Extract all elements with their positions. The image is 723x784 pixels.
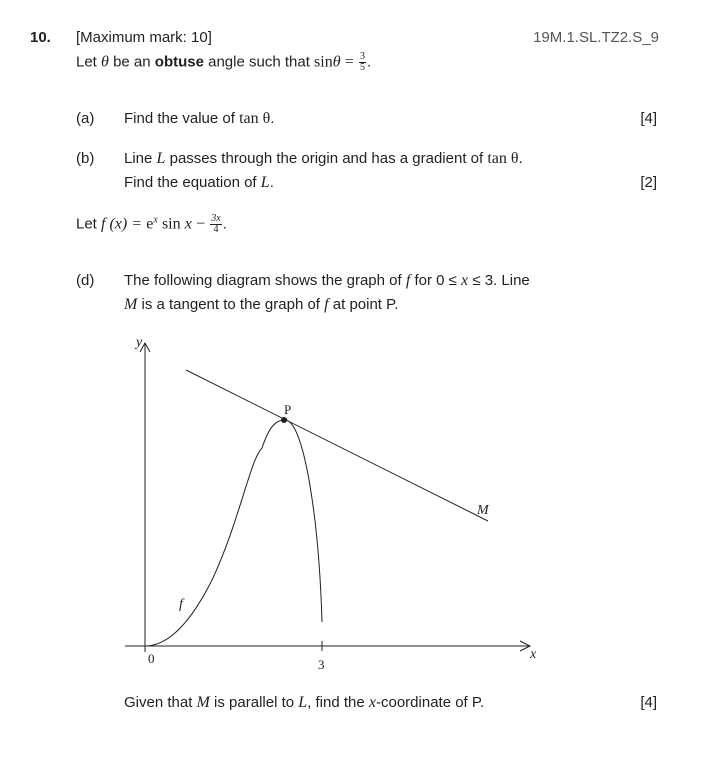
part-d-final-comma: , find the — [307, 694, 365, 711]
curve-label-f: f — [179, 597, 183, 612]
part-d-final-L: L — [298, 694, 308, 711]
part-d-line2-mid: is a tangent to the graph of — [141, 296, 320, 313]
part-d-line1-range: ≤ 3. Line — [472, 272, 530, 289]
f-def-frac-den: 4 — [213, 224, 219, 235]
max-mark: [Maximum mark: 10] — [76, 29, 212, 46]
f-def-minus: − — [196, 215, 206, 233]
f-def-sin: sin — [161, 215, 181, 233]
part-b-marks: [2] — [640, 174, 657, 191]
part-d-line1-x: x — [461, 272, 469, 289]
intro-eq: = — [344, 53, 354, 71]
part-d-line2-M: M — [124, 296, 138, 313]
part-b-line1-end: . — [518, 150, 523, 167]
intro-pre: Let — [76, 53, 97, 71]
part-b-line2-pre: Find the equation of — [124, 174, 257, 191]
question-code: 19M.1.SL.TZ2.S_9 — [533, 29, 659, 46]
intro-obtuse: obtuse — [154, 53, 204, 71]
part-d-final-x: x — [368, 694, 376, 711]
y-axis-label: y — [136, 335, 143, 350]
part-d-final — [124, 694, 484, 712]
question-number: 10. — [30, 29, 51, 46]
origin-label: 0 — [148, 651, 155, 666]
f-def-frac-num: 3x — [211, 213, 221, 224]
tangent-line-M — [186, 370, 488, 521]
part-b-line1-post: passes through the origin and has a gradient of — [169, 150, 484, 167]
part-b-line2-L: L — [260, 174, 270, 191]
part-b-line1-pre: Line — [124, 150, 153, 167]
part-d-final-M: M — [196, 694, 210, 711]
part-a-label: (a) — [76, 110, 95, 127]
part-d-line1-pre: The following diagram shows the graph of — [124, 272, 402, 289]
part-b-line1-math: tan θ — [487, 150, 519, 167]
part-b-line2-end: . — [269, 174, 274, 191]
intro-theta: θ — [101, 53, 109, 71]
part-d-marks: [4] — [640, 694, 657, 711]
part-d-line1-for: for 0 ≤ — [414, 272, 457, 289]
part-a-period: . — [270, 110, 275, 127]
intro-sin: sin — [314, 53, 333, 71]
part-a-prompt: Find the value of — [124, 110, 235, 127]
part-a-marks: [4] — [640, 110, 657, 127]
part-d-final-pre: Given that — [124, 694, 193, 711]
f-def-exp: x — [153, 214, 158, 226]
f-def-lhs: f (x) = — [101, 215, 143, 233]
curve-f — [145, 420, 322, 646]
f-def-x: x — [184, 215, 192, 233]
intro-be-an: be an — [113, 53, 151, 71]
intro-frac-num: 3 — [359, 51, 365, 62]
part-d-final-end: -coordinate of P. — [376, 694, 485, 711]
intro-period: . — [366, 53, 372, 71]
intro-post: angle such that — [208, 53, 310, 71]
point-P — [281, 417, 287, 423]
part-a-math: tan θ — [239, 110, 271, 127]
f-def-e: e — [146, 215, 154, 233]
part-d-line2-f: f — [324, 296, 329, 313]
part-d-label: (d) — [76, 272, 95, 289]
part-b-label: (b) — [76, 150, 95, 167]
point-label-P: P — [284, 402, 292, 417]
f-def-period: . — [222, 215, 227, 233]
f-def-pre: Let — [76, 215, 97, 233]
x-tick-label-3: 3 — [318, 657, 325, 672]
part-d-final-mid: is parallel to — [214, 694, 295, 711]
x-axis-label: x — [530, 647, 537, 662]
intro-theta-2: θ — [332, 53, 341, 71]
part-b-line1-L: L — [156, 150, 166, 167]
tangent-label-M: M — [477, 503, 489, 518]
intro-frac-den: 5 — [359, 62, 365, 73]
part-d-line1-f: f — [405, 272, 411, 289]
part-d-line2-end: at point P. — [332, 296, 399, 313]
